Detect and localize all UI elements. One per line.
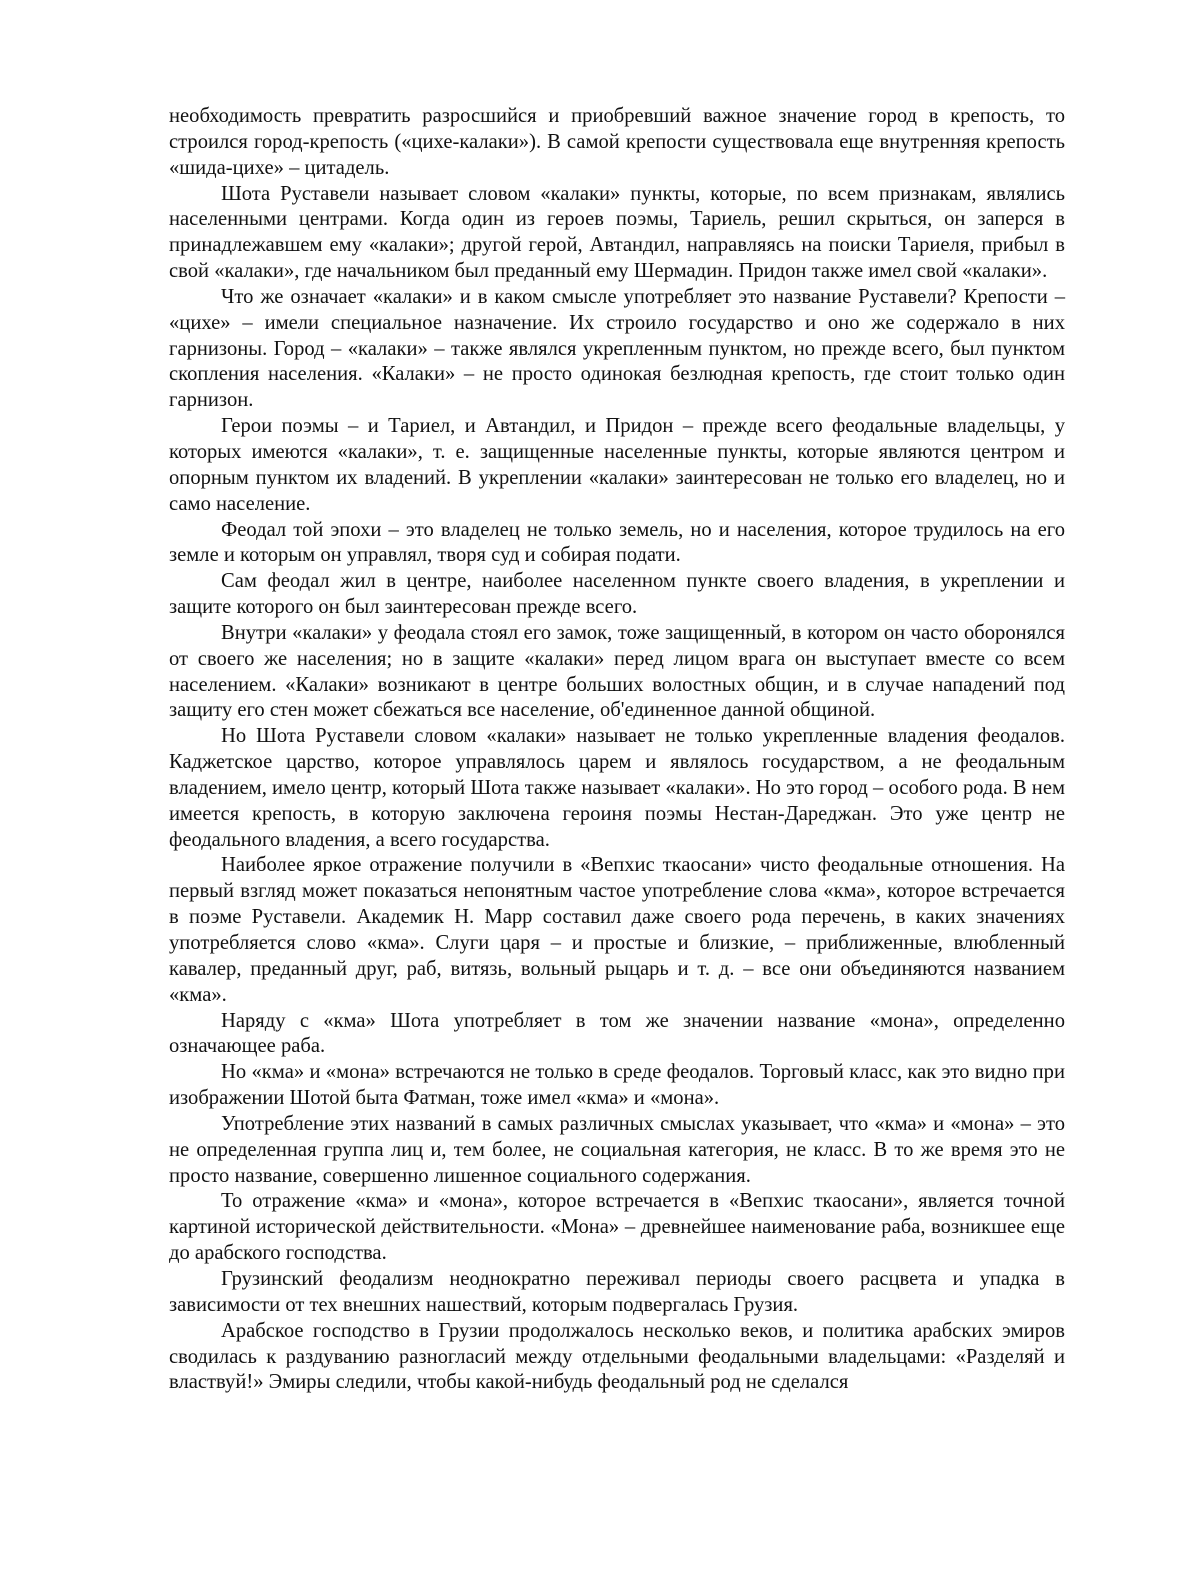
paragraph-15: Арабское господство в Грузии продолжалось несколько веков, и политика арабских эмиров сводилась к раздуванию разногласий между отдельными феодальными владельцами: «Разделяй и властвуй!» Эмиры следили, чтобы какой-нибудь феодальный род не сделался [169,1319,1065,1394]
paragraph-9: Наиболее яркое отражение получили в «Вепхис ткаосани» чисто феодальные отношения. На первый взгляд может показаться непонятным частое употребление слова «кма», которое встречается в поэме Руставели. Академик Н. Марр составил даже своего рода перечень, в каких значениях употребляется слово «кма». Слуги царя – и простые и близкие, – приближенные, влюбленный кавалер, преданный друг, раб, витязь, вольный рыцарь и т. д. – все они объединяются названием «кма». [169,854,1065,1006]
paragraph-8: Но Шота Руставели словом «калаки» называет не только укрепленные владения феодалов. Каджетское царство, которое управлялось царем и являлось государством, а не феодальным владением, имело центр, который Шота также называет «калаки». Но это город – особого рода. В нем имеется крепость, в которую заключена героиня поэмы Нестан-Дареджан. Это уже центр не феодального владения, а всего государства. [169,725,1065,851]
paragraph-4: Герои поэмы – и Тариел, и Автандил, и Придон – прежде всего феодальные владельцы, у которых имеются «калаки», т. е. защищенные населенные пункты, которые являются центром и опорным пунктом их владений. В укреплении «калаки» заинтересован не только его владелец, но и само население. [169,415,1065,515]
paragraph-11: Но «кма» и «мона» встречаются не только в среде феодалов. Торговый класс, как это видно при изображении Шотой быта Фатман, тоже имел «кма» и «мона». [169,1061,1065,1110]
paragraph-14: Грузинский феодализм неоднократно переживал периоды своего расцвета и упадка в зависимости от тех внешних нашествий, которым подвергалась Грузия. [169,1267,1065,1316]
paragraph-2: Шота Руставели называет словом «калаки» пункты, которые, по всем признакам, являлись населенными центрами. Когда один из героев поэмы, Тариель, решил скрыться, он заперся в принадлежавшем ему «калаки»; другой герой, Автандил, направляясь на поиски Тариеля, прибыл в свой «калаки», где начальником был преданный ему Шермадин. Придон также имел свой «калаки». [169,182,1065,283]
paragraph-1: необходимость превратить разросшийся и приобревший важное значение город в крепость, то строился город-крепость («цихе-калаки»). В самой крепости существовала еще внутренняя крепость «шида-цихе» – цитадель. [169,105,1065,179]
paragraph-10: Наряду с «кма» Шота употребляет в том же значении название «мона», определенно означающее раба. [169,1009,1065,1058]
paragraph-7: Внутри «калаки» у феодала стоял его замок, тоже защищенный, в котором он часто оборонялся от своего же населения; но в защите «калаки» перед лицом врага он выступает вместе со всем населением. «Калаки» возникают в центре больших волостных общин, и в случае нападений под защиту его стен может сбежаться все население, об'единенное данной общиной. [169,621,1065,722]
paragraph-13: То отражение «кма» и «мона», которое встречается в «Вепхис ткаосани», является точной картиной исторической действительности. «Мона» – древнейшее наименование раба, возникшее еще до арабского господства. [169,1190,1065,1265]
paragraph-3: Что же означает «калаки» и в каком смысле употребляет это название Руставели? Крепости – «цихе» – имели специальное назначение. Их строило государство и оно же содержало в них гарнизоны. Город – «калаки» – также являлся укрепленным пунктом, но прежде всего, был пунктом скопления населения. «Калаки» – не просто одинокая безлюдная крепость, где стоит только один гарнизон. [169,285,1065,412]
document-page [169,104,1065,1396]
paragraph-6: Сам феодал жил в центре, наиболее населенном пункте своего владения, в укреплении и защите которого он был заинтересован прежде всего. [169,570,1065,619]
paragraph-5: Феодал той эпохи – это владелец не только земель, но и населения, которое трудилось на его земле и которым он управлял, творя суд и собирая подати. [169,518,1065,567]
paragraph-12: Употребление этих названий в самых различных смыслах указывает, что «кма» и «мона» – это не определенная группа лиц и, тем более, не социальная категория, не класс. В то же время это не просто название, совершенно лишенное социального содержания. [169,1112,1065,1187]
